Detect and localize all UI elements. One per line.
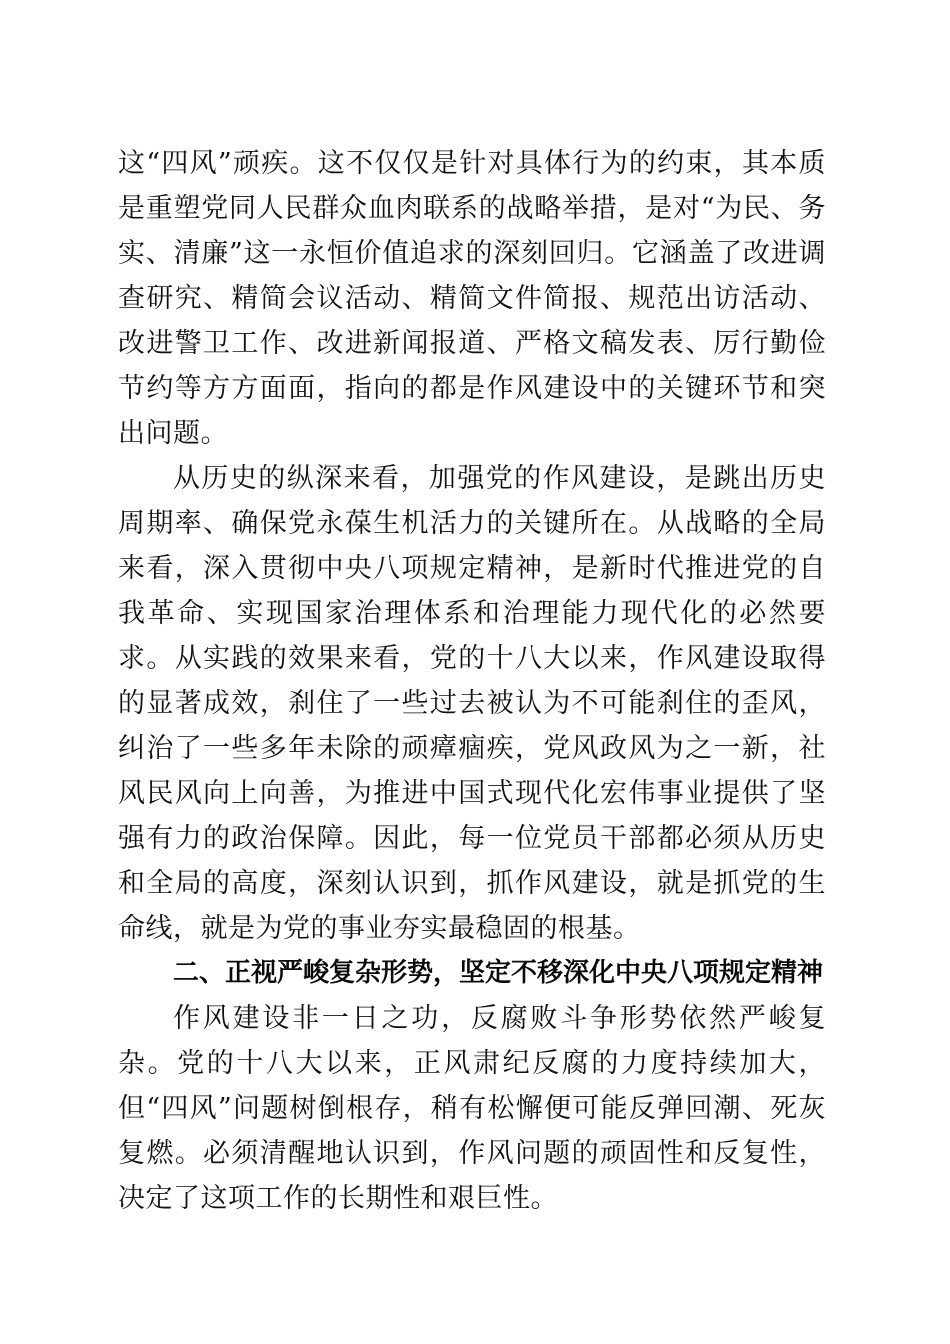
document-body <box>118 141 826 1221</box>
paragraph-continuation: 这“四风”顽疾。这不仅仅是针对具体行为的约束，其本质是重塑党同人民群众血肉联系的战略举措，是对“为民、务实、清廉”这一永恒价值追求的深刻回归。它涵盖了改进调查研究、精简会议活动、精简文件简报、规范出访活动、改进警卫工作、改进新闻报道、严格文稿发表、厉行勤俭节约等方方面面，指向的都是作风建设中的关键环节和突出问题。 <box>118 148 826 449</box>
paragraph-situation: 作风建设非一日之功，反腐败斗争形势依然严峻复杂。党的十八大以来，正风肃纪反腐的力度持续加大，但“四风”问题树倒根存，稍有松懈便可能反弹回潮、死灰复燃。必须清醒地认识到，作风问题的顽固性和反复性，决定了这项工作的长期性和艰巨性。 <box>118 1003 826 1214</box>
paragraph-history-strategy-practice: 从历史的纵深来看，加强党的作风建设，是跳出历史周期率、确保党永葆生机活力的关键所在。从战略的全局来看，深入贯彻中央八项规定精神，是新时代推进党的自我革命、实现国家治理体系和治理能力现代化的必然要求。从实践的效果来看，党的十八大以来，作风建设取得的显著成效，刹住了一些过去被认为不可能刹住的歪风，纠治了一些多年未除的顽瘴痼疾，党风政风为之一新，社风民风向上向善，为推进中国式现代化宏伟事业提供了坚强有力的政治保障。因此，每一位党员干部都必须从历史和全局的高度，深刻认识到，抓作风建设，就是抓党的生命线，就是为党的事业夯实最稳固的根基。 <box>118 463 826 944</box>
section-heading-2: 二、正视严峻复杂形势，坚定不移深化中央八项规定精神 <box>173 958 824 988</box>
